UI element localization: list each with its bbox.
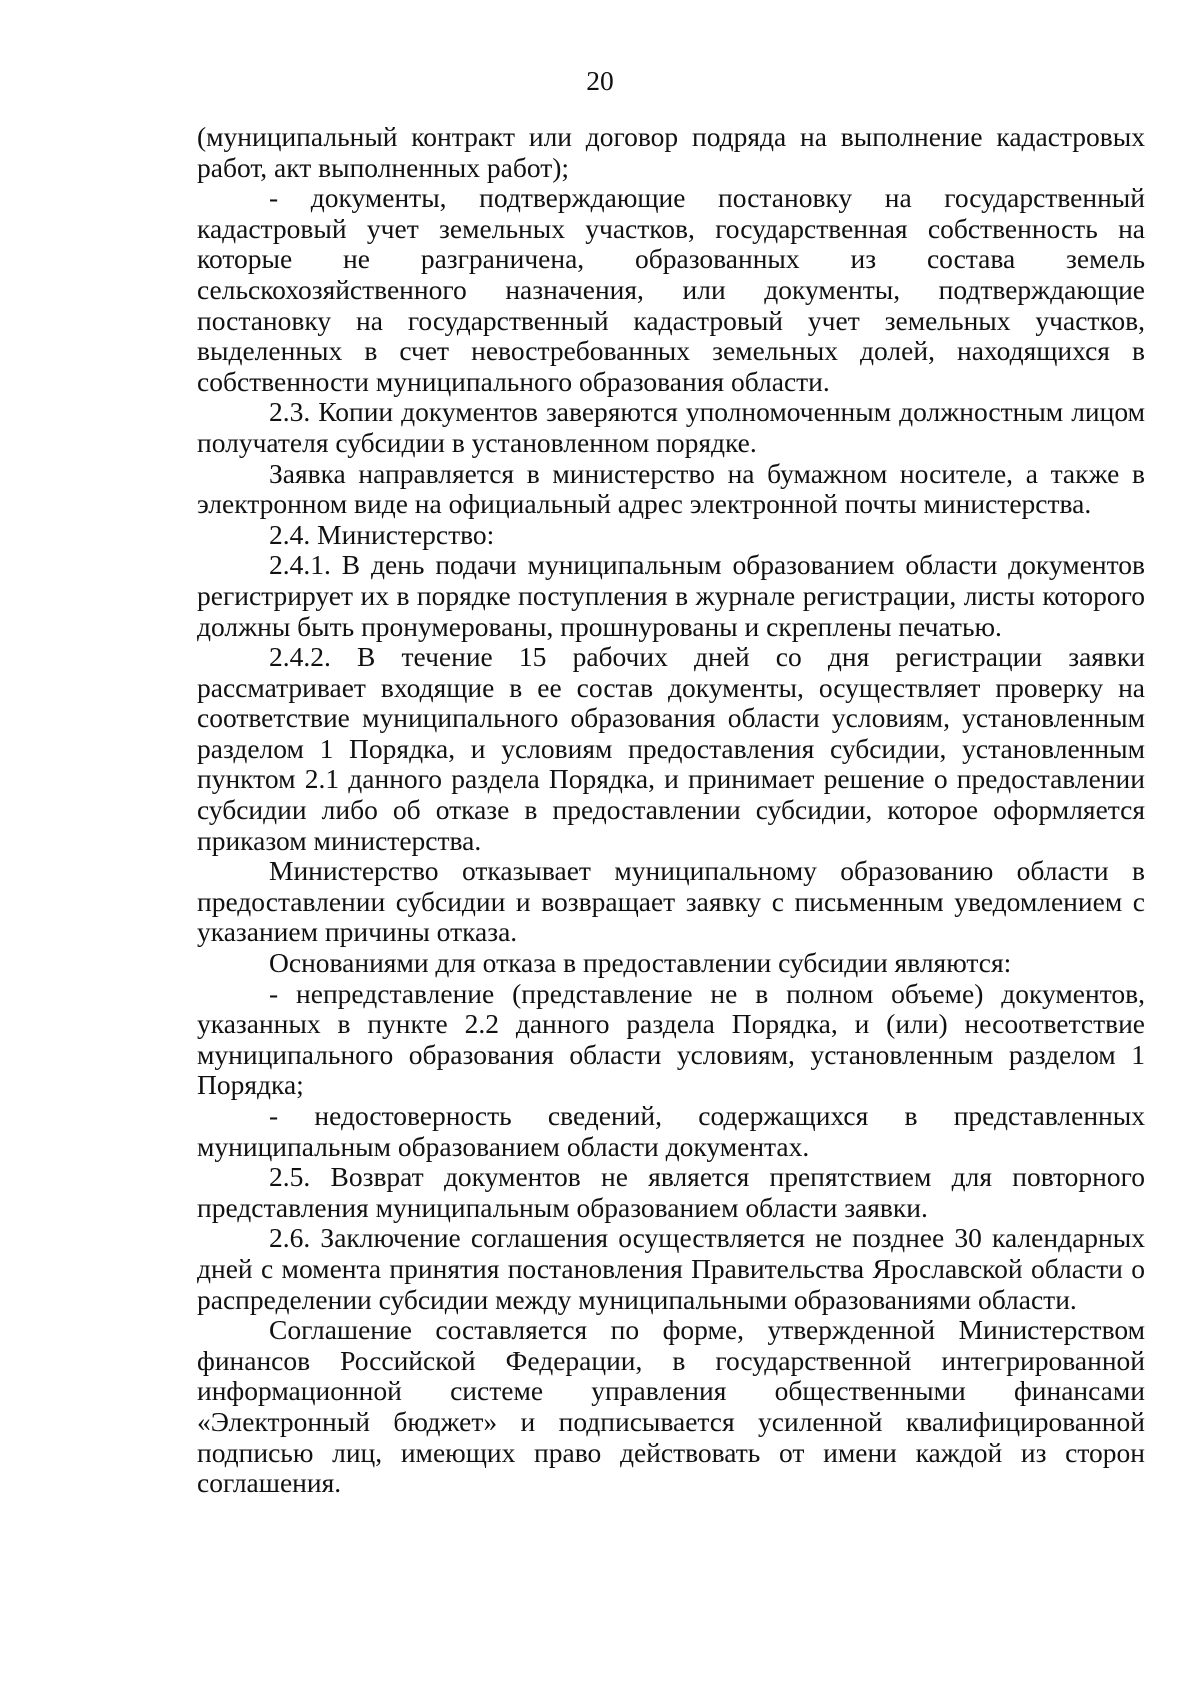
paragraph: 2.5. Возврат документов не является препятствием для повторного представления муниципальным образованием области заявки. — [197, 1161, 1145, 1223]
paragraph: 2.4.2. В течение 15 рабочих дней со дня регистрации заявки рассматривает входящие в ее состав документы, осуществляет проверку на соответствие муниципального образования области условиям, установленным разделом 1 Порядка, и условиям предоставления субсидии, установленным пунктом 2.1 данного раздела Порядка, и принимает решение о предоставлении субсидии либо об отказе в предоставлении субсидии, которое оформляется приказом министерства. — [197, 641, 1145, 856]
paragraph: - недостоверность сведений, содержащихся в представленных муниципальным образованием области документах. — [197, 1100, 1145, 1162]
paragraph: 2.4.1. В день подачи муниципальным образованием области документов регистрирует их в порядке поступления в журнале регистрации, листы которого должны быть пронумерованы, прошнурованы и скреплены печатью. — [197, 549, 1145, 642]
paragraph: (муниципальный контракт или договор подряда на выполнение кадастровых работ, акт выполненных работ); — [197, 121, 1145, 183]
paragraph: Заявка направляется в министерство на бумажном носителе, а также в электронном виде на официальный адрес электронной почты министерства. — [197, 457, 1145, 520]
paragraph: 2.3. Копии документов заверяются уполномоченным должностным лицом получателя субсидии в установленном порядке. — [197, 396, 1145, 458]
paragraph: 2.4. Министерство: — [269, 518, 495, 550]
paragraph: Основаниями для отказа в предоставлении субсидии являются: — [269, 947, 1012, 979]
paragraph: Министерство отказывает муниципальному образованию области в предоставлении субсидии и возвращает заявку с письменным уведомлением с указанием причины отказа. — [197, 855, 1145, 948]
paragraph: Соглашение составляется по форме, утвержденной Министерством финансов Российской Федерации, в государственной интегрированной информационной системе управления общественными финансами «Электронный бюджет» и подписывается усиленной квалифицированной подписью лиц, имеющих право действовать от имени каждой из сторон соглашения. — [197, 1314, 1145, 1499]
paragraph: - документы, подтверждающие постановку на государственный кадастровый учет земельных участков, государственная собственность на которые не разграничена, образованных из состава земель сельскохозяйственного назначения, или документы, подтверждающие постановку на государственный кадастровый учет земельных участков, выделенных в счет невостребованных земельных долей, находящихся в собственности муниципального образования области. — [197, 182, 1145, 397]
paragraph: 2.6. Заключение соглашения осуществляется не позднее 30 календарных дней с момента принятия постановления Правительства Ярославской области о распределении субсидии между муниципальными образованиями области. — [197, 1222, 1145, 1315]
paragraph: - непредставление (представление не в полном объеме) документов, указанных в пункте 2.2 данного раздела Порядка, и (или) несоответствие муниципального образования области условиям, установленным разделом 1 Порядка; — [197, 977, 1145, 1101]
document-body — [197, 122, 1145, 1499]
page-number: 20 — [586, 65, 614, 96]
